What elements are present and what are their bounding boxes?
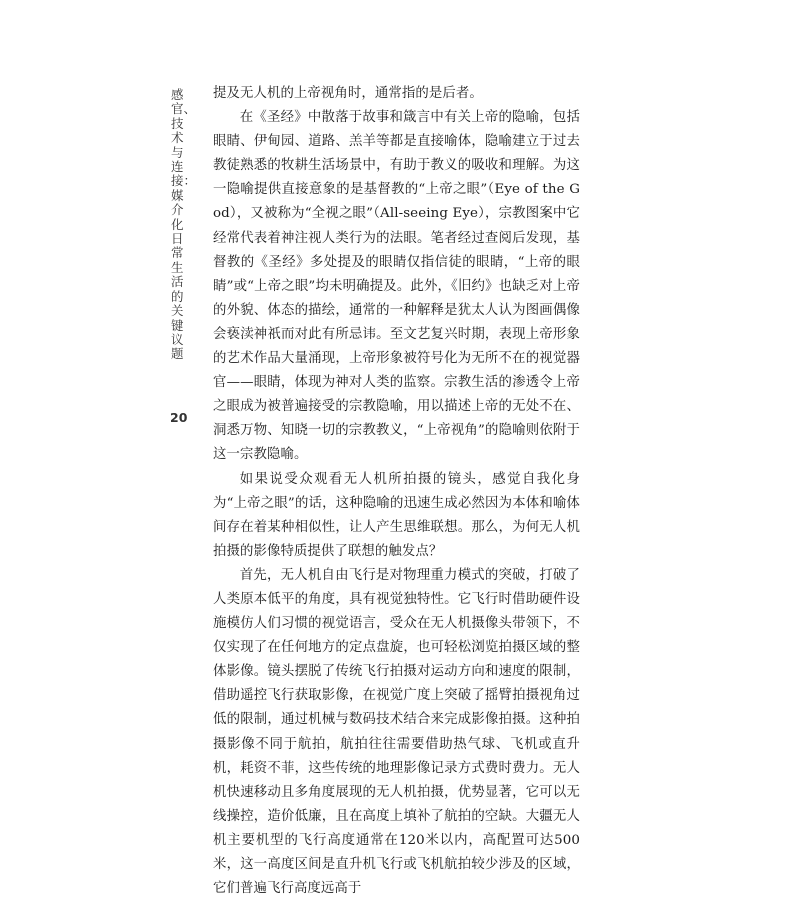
paragraph: 如果说受众观看无人机所拍摄的镜头，感觉自我化身为“上帝之眼”的话，这种隐喻的迅速生成必然因为本体和喻体间存在着某种相似性，让人产生思维联想。那么，为何无人机拍摄的影像特质提供了联想的触发点？	[213, 471, 580, 559]
paragraph: 提及无人机的上帝视角时，通常指的是后者。	[213, 86, 483, 101]
paragraph: 首先，无人机自由飞行是对物理重力模式的突破，打破了人类原本低平的角度，具有视觉独特性。它飞行时借助硬件设施模仿人们习惯的视觉语言，受众在无人机摄像头带领下，不仅实现了在任何地方的定点盘旋，也可轻松浏览拍摄区域的整体影像。镜头摆脱了传统飞行拍摄对运动方向和速度的限制，借助遥控飞行获取影像，在视觉广度上突破了摇臂拍摄视角过低的限制，通过机械与数码技术结合来完成影像拍摄。这种拍摄影像不同于航拍，航拍往往需要借助热气球、飞机或直升机，耗资不菲，这些传统的地理影像记录方式费时费力。无人机快速移动且多角度展现的无人机拍摄，优势显著，它可以无线操控，造价低廉，且在高度上填补了航拍的空缺。大疆无人机主要机型的飞行高度通常在120米以内，高配置可达500米，这一高度区间是直升机飞行或飞机航拍较少涉及的区域，它们普遍飞行高度远高于	[213, 567, 580, 897]
body-text	[213, 82, 580, 901]
paragraph: 在《圣经》中散落于故事和箴言中有关上帝的隐喻，包括眼睛、伊甸园、道路、羔羊等都是直接喻体，隐喻建立于过去教徒熟悉的牧耕生活场景中，有助于教义的吸收和理解。为这一隐喻提供直接意象的是基督教的“上帝之眼”（Eye of the God），又被称为“全视之眼”（All-seeing Eye），宗教图案中它经常代表着神注视人类行为的法眼。笔者经过查阅后发现，基督教的《圣经》多处提及的眼睛仅指信徒的眼睛，“上帝的眼睛”或“上帝之眼”均未明确提及。此外，《旧约》也缺乏对上帝的外貌、体态的描绘，通常的一种解释是犹太人认为图画偶像会亵渎神祇而对此有所忌讳。至文艺复兴时期，表现上帝形象的艺术作品大量涌现，上帝形象被符号化为无所不在的视觉器官——眼睛，体现为神对人类的监察。宗教生活的渗透令上帝之眼成为被普遍接受的宗教隐喻，用以描述上帝的无处不在、洞悉万物、知晓一切的宗教教义，“上帝视角”的隐喻则依附于这一宗教隐喻。	[213, 110, 580, 463]
page-number: 20	[170, 410, 188, 425]
running-head: 感官、技术与连接：媒介化日常生活的关键议题	[171, 87, 197, 362]
